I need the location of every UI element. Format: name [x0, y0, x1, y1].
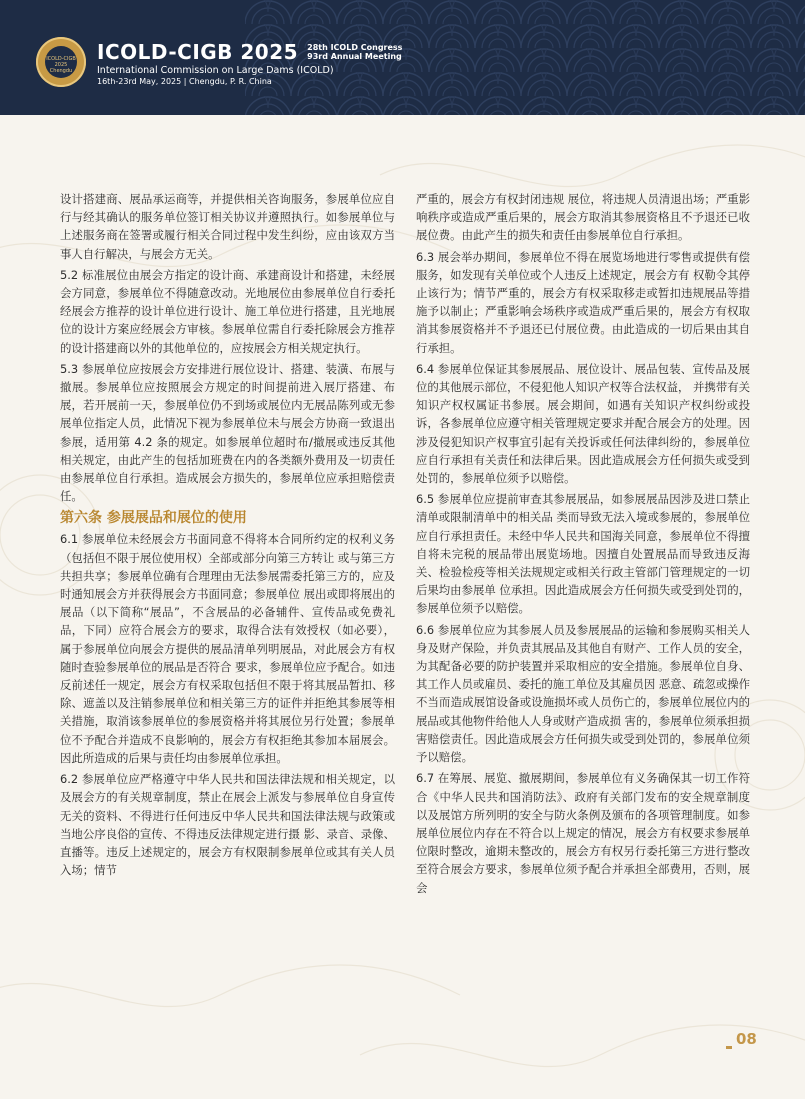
logo-label: ICOLD-CIGB 2025 Chengdu [46, 56, 76, 74]
paragraph-6-7: 6.7 在筹展、展览、撤展期间，参展单位有义务确保其一切工作符合《中华人民共和国消防法》、政府有关部门发布的安全规章制度以及展馆方所列明的安全与防火条例及颁布的各项管理制度。如参展单位展位内存在不符合以上规定的情况，展会方有权要求参展单位限时整改，逾期未整改的，展会方有权另行委托第三方进行整改至符合展会方要求，参展单位须予配合并承担全部费用，否则，展会 [416, 771, 750, 895]
paragraph-5-2: 5.2 标准展位由展会方指定的设计商、承建商设计和搭建，未经展会方同意，参展单位不得随意改动。光地展位由参展单位自行委托经展会方推荐的设计单位进行设计、施工单位进行搭建，且光地展位的设计方案应经展会方审核。参展单位需自行委托除展会方推荐的设计搭建商以外的其他单位的，应按展会方相关规定执行。 [60, 267, 395, 355]
section-heading-article-6: 第六条 参展展品和展位的使用 [60, 510, 247, 527]
brand-subtitle: International Commission on Large Dams (ICOLD) [97, 65, 334, 76]
paragraph-6-2-continued: 严重的，展会方有权封闭违规 展位，将违规人员清退出场；严重影响秩序或造成严重后果的，展会方取消其参展资格且不予退还已收展位费。由此产生的损失和责任由参展单位自行承担。 [416, 192, 750, 243]
left-column [60, 190, 395, 882]
paragraph-6-3: 6.3 展会举办期间，参展单位不得在展览场地进行零售或提供有偿服务，如发现有关单位或个人违反上述规定，展会方有 权勒令其停止该行为；情节严重的，展会方有权采取移走或暂扣违规展品等措施予以制止；严重影响会场秩序或造成严重后果的，展会方有权取消其参展资格并不予退还已付展位费。由此造成的一切后果由其自行承担。 [416, 249, 750, 355]
page-number-bar [726, 1046, 732, 1049]
paragraph-6-2: 6.2 参展单位应严格遵守中华人民共和国法律法规和相关规定，以及展会方的有关规章制度，禁止在展会上派发与参展单位自身宣传无关的资料、不得进行任何违反中华人民共和国法律法规与政策或当地公序良俗的宣传、不得违反法律规定进行摄 影、录音、录像、直播等。违反上述规定的，展会方有权限制参展单位或其有关人员入场；情节 [60, 772, 395, 878]
brand-title: ICOLD-CIGB 2025 [97, 40, 299, 64]
event-dates: 16th-23rd May, 2025 | Chengdu, P. R. China [97, 77, 272, 86]
paragraph-6-1: 6.1 参展单位未经展会方书面同意不得将本合同所约定的权利义务（包括但不限于展位使用权）全部或部分向第三方转让 或与第三方共担共享；参展单位确有合理理由无法参展需委托第三方的，应及时通知展会方并获得展会方书面同意；参展单位 展出或即将展出的展品（以下简称“展品”，不含展品的必备辅件、宣传品或免费礼品，下同）应符合展会方的要求，取得合法有效授权（如必要），属于参展单位向展会方提供的展品清单列明展品，对此展会方有权随时查验参展单位的展品是否符合 要求，参展单位应予配合。如违反前述任一规定，展会方有权采取包括但不限于将其展品暂扣、移除、遮盖以及注销参展单位和相关第三方的证件并拒绝其参展等相关措施，取消该参展单位的参展资格并将其展位另行处置；参展单位不予配合并造成不良影响的，展会方有权拒绝其参加本届展会。因此所造成的后果与责任均由参展单位承担。 [60, 532, 395, 765]
icold-logo [36, 37, 86, 87]
paragraph-service-providers: 设计搭建商、展品承运商等，并提供相关咨询服务，参展单位应自行与经其确认的服务单位签订相关协议并遵照执行。如参展单位与上述服务商在签署或履行相关合同过程中发生纠纷，应由该双方当事人自行解决，与展会方无关。 [60, 192, 395, 261]
congress-line-2: 93rd Annual Meeting [307, 52, 402, 61]
congress-info [307, 43, 402, 61]
paragraph-6-5: 6.5 参展单位应提前审查其参展展品，如参展展品因涉及进口禁止清单或限制清单中的相关品 类而导致无法入境或参展的，参展单位应自行承担责任。未经中华人民共和国海关同意，参展单位不得擅自将未完税的展品带出展览场地。因擅自处置展品而导致违反海关、检验检疫等相关法规规定或相关行政主管部门管理规定的一切后果均由参展单 位承担。因此造成展会方任何损失或受到处罚的，参展单位须予以赔偿。 [416, 492, 750, 616]
paragraph-5-3: 5.3 参展单位应按展会方安排进行展位设计、搭建、装潢、布展与撤展。参展单位应按照展会方规定的时间提前进入展厅搭建、布展，若开展前一天，参展单位仍不到场或展位内无展品陈列或无参展单位指定人员，此情况下视为参展单位未与展会方协商一致退出参展，适用第 4.2 条的规定。如参展单位超时布/撤展或违反其他相关规定，由此产生的包括加班费在内的各类额外费用及一切责任由参展单位自行承担。造成展会方损失的，参展单位应承担赔偿责任。 [60, 361, 395, 504]
paragraph-6-4: 6.4 参展单位保证其参展展品、展位设计、展品包装、宣传品及展位的其他展示部位，不侵犯他人知识产权等合法权益， 并携带有关知识产权权属证书参展。展会期间，如遇有关知识产权纠纷或投诉，各参展单位应遵守相关管理规定要求并配合展会方的处理。因涉及侵犯知识产权事宜引起有关投诉或任何法律纠纷的，参展单位应自行承担有关责任和法律后果。因此造成展会方任何损失或受到处罚的，参展单位须予以赔偿。 [416, 361, 750, 486]
congress-line-1: 28th ICOLD Congress [307, 43, 403, 52]
right-column [416, 190, 750, 900]
paragraph-6-6: 6.6 参展单位应为其参展人员及参展展品的运输和参展购买相关人身及财产保险，并负责其展品及其他自有财产、工作人员的安全，为其配备必要的防护装置并采取相应的安全措施。参展单位自身、其工作人员或雇员、委托的施工单位及其雇员因 恶意、疏忽或操作不当而造成展馆设备或设施损坏或人员伤亡的，参展单位展位内的展品或其他物件给他人人身或财产造成损 害的，参展单位须承担损害赔偿责任。因此造成展会方任何损失或受到处罚的，参展单位须予以赔偿。 [416, 622, 750, 765]
brand-block [97, 40, 402, 86]
page-header [0, 0, 805, 115]
page-number: 08 [736, 1030, 757, 1048]
